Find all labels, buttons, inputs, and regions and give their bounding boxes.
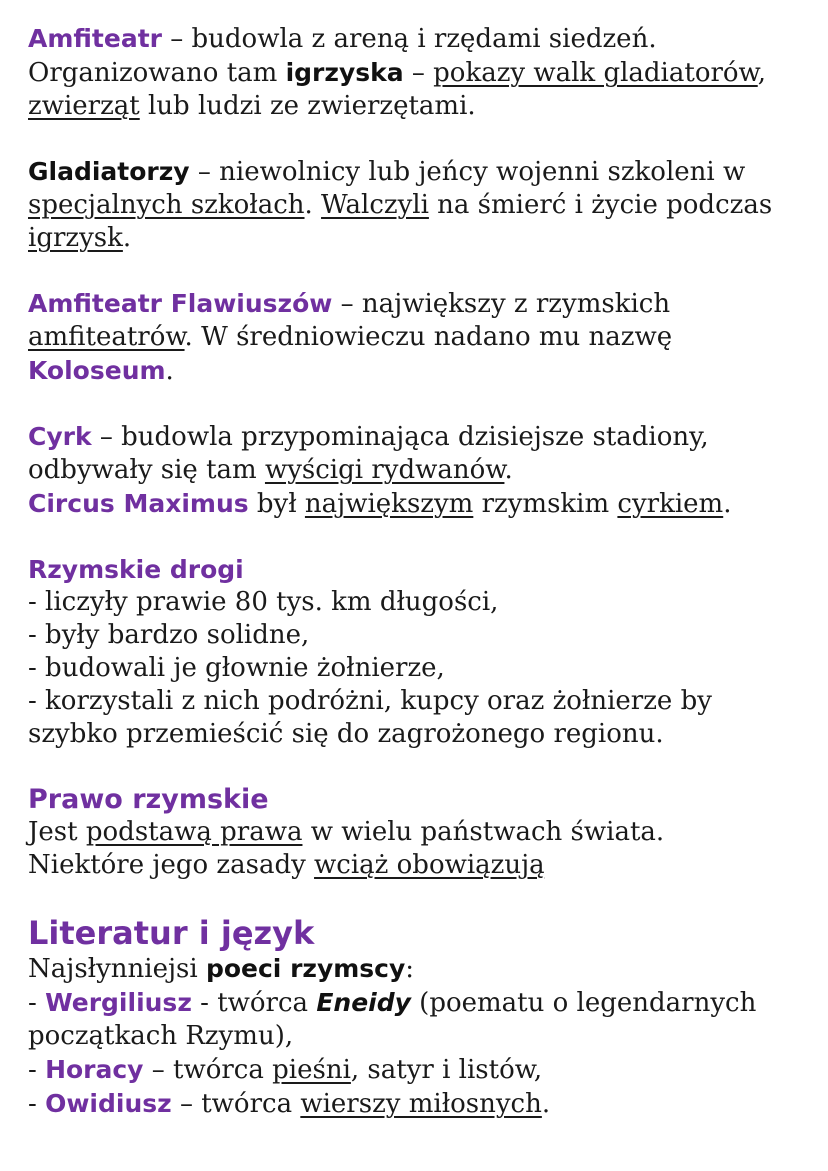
text: . [304, 190, 322, 220]
text: , satyr i listów, [350, 1055, 543, 1085]
heading-rzymskie-drogi: Rzymskie drogi [28, 555, 244, 584]
text: - [28, 1089, 46, 1119]
amfiteatr-line-2 [28, 56, 808, 90]
text: - [28, 1055, 46, 1085]
heading-literatura: Literatur i język [28, 914, 315, 952]
list-item: - były bardzo solidne, [28, 620, 310, 650]
term-circus-maximus: Circus Maximus [28, 489, 249, 518]
term-amfiteatr-flawiuszow: Amfiteatr Flawiuszów [28, 289, 333, 318]
term-koloseum: Koloseum [28, 356, 166, 385]
prawo-line-1 [28, 816, 808, 849]
text: . [541, 1089, 551, 1119]
text: . [504, 455, 513, 485]
literatura-wergiliusz [28, 986, 808, 1020]
text: . [723, 489, 732, 519]
section-amfiteatr [28, 22, 808, 123]
term-eneidy: Eneidy [316, 988, 411, 1017]
term-horacy: Horacy [45, 1055, 144, 1084]
term-amfiteatr: Amfiteatr [28, 24, 162, 53]
underlined-text: cyrkiem [617, 489, 724, 519]
underlined-text: pokazy walk gladiatorów [433, 58, 758, 88]
cyrk-line-2 [28, 454, 808, 487]
term-owidiusz: Owidiusz [45, 1089, 172, 1118]
text: – twórca [171, 1089, 301, 1119]
amfiteatr-line-1 [28, 22, 808, 56]
text: rzymskim [473, 489, 618, 519]
underlined-text: pieśni [272, 1055, 351, 1085]
flawiuszow-line-1 [28, 287, 808, 321]
underlined-text: specjalnych szkołach [28, 190, 305, 220]
cyrk-line-3 [28, 487, 808, 521]
text: był [248, 489, 305, 519]
gladiatorzy-line-3 [28, 222, 808, 255]
text: – niewolnicy lub jeńcy wojenni szkoleni w [189, 157, 746, 187]
text: lub ludzi ze zwierzętami. [139, 91, 476, 121]
text: – [403, 58, 434, 88]
underlined-text: wierszy miłosnych [300, 1089, 542, 1119]
text: (poematu o legendarnych [410, 988, 757, 1018]
section-rzymskie-drogi [28, 553, 808, 751]
text: – największy z rzymskich [332, 289, 671, 319]
underlined-text: zwierząt [28, 91, 140, 121]
text: . [165, 356, 174, 386]
term-poeci-rzymscy: poeci rzymscy [205, 954, 406, 983]
text: na śmierć i życie podczas [428, 190, 773, 220]
literatura-horacy [28, 1053, 808, 1087]
text: - [28, 988, 46, 1018]
gladiatorzy-line-1 [28, 155, 808, 189]
list-item: - liczyły prawie 80 tys. km długości, [28, 587, 499, 617]
text: odbywały się tam [28, 455, 265, 485]
text: Organizowano tam [28, 58, 286, 88]
text: Jest [28, 817, 86, 847]
prawo-line-2 [28, 849, 808, 882]
term-gladiatorzy: Gladiatorzy [28, 157, 190, 186]
term-wergiliusz: Wergiliusz [45, 988, 192, 1017]
literatura-intro [28, 952, 808, 986]
section-cyrk [28, 420, 808, 521]
list-item: - korzystali z nich podróżni, kupcy oraz żołnierze by [28, 686, 712, 716]
text: . W średniowieczu nadano mu nazwę [184, 322, 673, 352]
list-item-continued: szybko przemieścić się do zagrożonego regionu. [28, 719, 664, 749]
term-cyrk: Cyrk [28, 422, 92, 451]
underlined-text: wyścigi rydwanów [264, 455, 505, 485]
text: : [405, 954, 415, 984]
text: Niektóre jego zasady [28, 850, 315, 880]
text: - twórca [191, 988, 317, 1018]
text: – budowla z areną i rzędami siedzeń. [161, 24, 657, 54]
section-literatura [28, 914, 808, 1121]
underlined-text: wciąż obowiązują [314, 850, 545, 880]
underlined-text: igrzysk [28, 223, 123, 253]
underlined-text: największym [304, 489, 474, 519]
gladiatorzy-line-2 [28, 189, 808, 222]
literatura-owidiusz [28, 1087, 808, 1121]
underlined-text: Walczyli [321, 190, 429, 220]
underlined-text: amfiteatrów [28, 322, 185, 352]
text: . [122, 223, 132, 253]
text: – budowla przypominająca dzisiejsze stadiony, [91, 422, 709, 452]
cyrk-line-1 [28, 420, 808, 454]
flawiuszow-line-2 [28, 321, 808, 354]
text: w wielu państwach świata. [302, 817, 665, 847]
heading-prawo-rzymskie: Prawo rzymskie [28, 784, 269, 815]
text: , [757, 58, 766, 88]
section-prawo-rzymskie [28, 783, 808, 882]
list-item: - budowali je głownie żołnierze, [28, 653, 445, 683]
section-gladiatorzy [28, 155, 808, 255]
text: Najsłynniejsi [28, 954, 206, 984]
flawiuszow-line-3 [28, 354, 808, 388]
term-igrzyska: igrzyska [285, 58, 404, 87]
literatura-wergiliusz-cont: początkach Rzymu), [28, 1021, 294, 1051]
underlined-text: podstawą prawa [85, 817, 303, 847]
text: – twórca [143, 1055, 273, 1085]
amfiteatr-line-3 [28, 90, 808, 123]
section-flawiuszow [28, 287, 808, 388]
